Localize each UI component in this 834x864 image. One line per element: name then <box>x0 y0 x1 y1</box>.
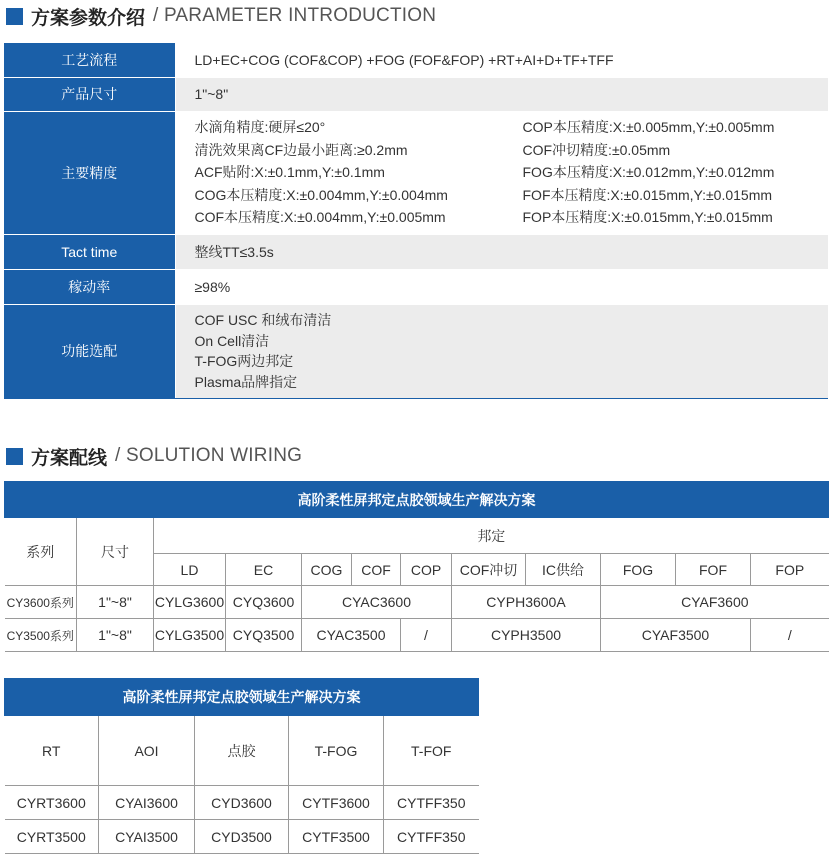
param-row-precision <box>4 111 828 234</box>
subheader-cell: COP <box>401 554 452 586</box>
precision-line: ACF贴附:X:±0.1mm,Y:±0.1mm <box>194 164 385 181</box>
param-row-process <box>4 43 828 77</box>
series-cell: CY3500系列 <box>5 619 77 652</box>
size-cell: 1"~8" <box>77 586 154 619</box>
model-cell: CYAF3600 <box>601 586 829 619</box>
subheader-cell: LD <box>154 554 226 586</box>
model-cell: CYQ3500 <box>226 619 302 652</box>
table-row <box>5 586 829 619</box>
param-value <box>175 304 828 398</box>
table-banner-row <box>5 679 479 716</box>
param-value <box>175 111 828 234</box>
model-cell: CYTFF350 <box>384 786 479 820</box>
precision-right-column <box>523 116 775 229</box>
header-cell: AOI <box>99 716 195 786</box>
model-cell: CYTFF350 <box>384 820 479 854</box>
param-label: Tact time <box>4 234 175 269</box>
wiring-title-en: / SOLUTION WIRING <box>115 445 303 466</box>
param-row-mobility <box>4 269 828 304</box>
precision-line: COP本压精度:X:±0.005mm,Y:±0.005mm <box>522 119 775 136</box>
param-title-cn: 方案参数介绍 <box>31 7 146 29</box>
wiring-section-title <box>6 443 302 469</box>
table-row <box>5 619 829 652</box>
precision-line: COF冲切精度:±0.05mm <box>522 141 671 158</box>
model-cell: CYRT3600 <box>5 786 99 820</box>
param-title-en: / PARAMETER INTRODUCTION <box>153 5 437 26</box>
param-row-tact <box>4 234 828 269</box>
subheader-cell: FOP <box>751 554 829 586</box>
table-banner: 高阶柔性屏邦定点胶领域生产解决方案 <box>5 482 829 518</box>
section-marker-icon <box>6 448 23 465</box>
param-value: LD+EC+COG (COF&COP) +FOG (FOF&FOP) +RT+AI+D+TF+TFF <box>175 43 828 77</box>
header-series: 系列 <box>5 518 77 586</box>
param-label: 稼动率 <box>4 269 175 304</box>
precision-line: 清洗效果离CF边最小距离:≥0.2mm <box>194 141 408 158</box>
table-banner: 高阶柔性屏邦定点胶领域生产解决方案 <box>5 679 479 716</box>
param-label: 工艺流程 <box>4 43 175 77</box>
wiring-table-dispensing <box>4 678 479 854</box>
model-cell: CYTF3500 <box>289 820 384 854</box>
precision-line: FOF本压精度:X:±0.015mm,Y:±0.015mm <box>522 186 773 203</box>
precision-left-column <box>195 116 523 229</box>
model-cell: CYLG3500 <box>154 619 226 652</box>
subheader-cell: COF冲切 <box>452 554 526 586</box>
subheader-cell: EC <box>226 554 302 586</box>
model-cell: CYAF3500 <box>601 619 751 652</box>
wiring-table-bonding <box>4 481 829 652</box>
model-cell: CYRT3500 <box>5 820 99 854</box>
model-cell: CYD3600 <box>195 786 289 820</box>
parameter-table <box>4 43 828 399</box>
precision-line: FOP本压精度:X:±0.015mm,Y:±0.015mm <box>522 209 773 226</box>
param-row-features <box>4 304 828 398</box>
feature-line: Plasma品牌指定 <box>194 373 298 390</box>
model-cell: CYAC3600 <box>302 586 452 619</box>
subheader-cell: COG <box>302 554 352 586</box>
param-label: 功能选配 <box>4 304 175 398</box>
model-cell: / <box>751 619 829 652</box>
table-banner-row <box>5 482 829 518</box>
model-cell: CYAI3600 <box>99 786 195 820</box>
table-row <box>5 820 479 854</box>
param-section-title <box>6 3 436 29</box>
header-cell: T-FOF <box>384 716 479 786</box>
param-label: 主要精度 <box>4 111 175 234</box>
precision-line: COF本压精度:X:±0.004mm,Y:±0.005mm <box>194 209 446 226</box>
param-label: 产品尺寸 <box>4 77 175 111</box>
series-cell: CY3600系列 <box>5 586 77 619</box>
feature-line: T-FOG两边邦定 <box>194 353 294 369</box>
subheader-cell: IC供给 <box>526 554 601 586</box>
section-marker-icon <box>6 8 23 25</box>
precision-line: COG本压精度:X:±0.004mm,Y:±0.004mm <box>194 186 448 203</box>
model-cell: CYQ3600 <box>226 586 302 619</box>
param-row-size <box>4 77 828 111</box>
table-row <box>5 786 479 820</box>
model-cell: / <box>401 619 452 652</box>
model-cell: CYAC3500 <box>302 619 401 652</box>
precision-line: 水滴角精度:硬屏≤20° <box>194 119 326 136</box>
model-cell: CYPH3500 <box>452 619 601 652</box>
feature-line: COF USC 和绒布清洁 <box>194 312 332 328</box>
model-cell: CYAI3500 <box>99 820 195 854</box>
model-cell: CYLG3600 <box>154 586 226 619</box>
header-bonding-group: 邦定 <box>154 518 829 554</box>
wiring-title-cn: 方案配线 <box>31 447 108 469</box>
model-cell: CYTF3600 <box>289 786 384 820</box>
precision-line: FOG本压精度:X:±0.012mm,Y:±0.012mm <box>522 164 775 181</box>
header-size: 尺寸 <box>77 518 154 586</box>
subheader-cell: COF <box>352 554 401 586</box>
feature-line: On Cell清洁 <box>194 332 270 349</box>
header-cell: 点胶 <box>195 716 289 786</box>
size-cell: 1"~8" <box>77 619 154 652</box>
table-header-row <box>5 518 829 554</box>
param-value: ≥98% <box>175 269 828 304</box>
subheader-cell: FOG <box>601 554 676 586</box>
table-header-row <box>5 716 479 786</box>
model-cell: CYPH3600A <box>452 586 601 619</box>
param-value: 1"~8" <box>175 77 828 111</box>
header-cell: T-FOG <box>289 716 384 786</box>
param-value: 整线TT≤3.5s <box>175 234 828 269</box>
model-cell: CYD3500 <box>195 820 289 854</box>
header-cell: RT <box>5 716 99 786</box>
subheader-cell: FOF <box>676 554 751 586</box>
